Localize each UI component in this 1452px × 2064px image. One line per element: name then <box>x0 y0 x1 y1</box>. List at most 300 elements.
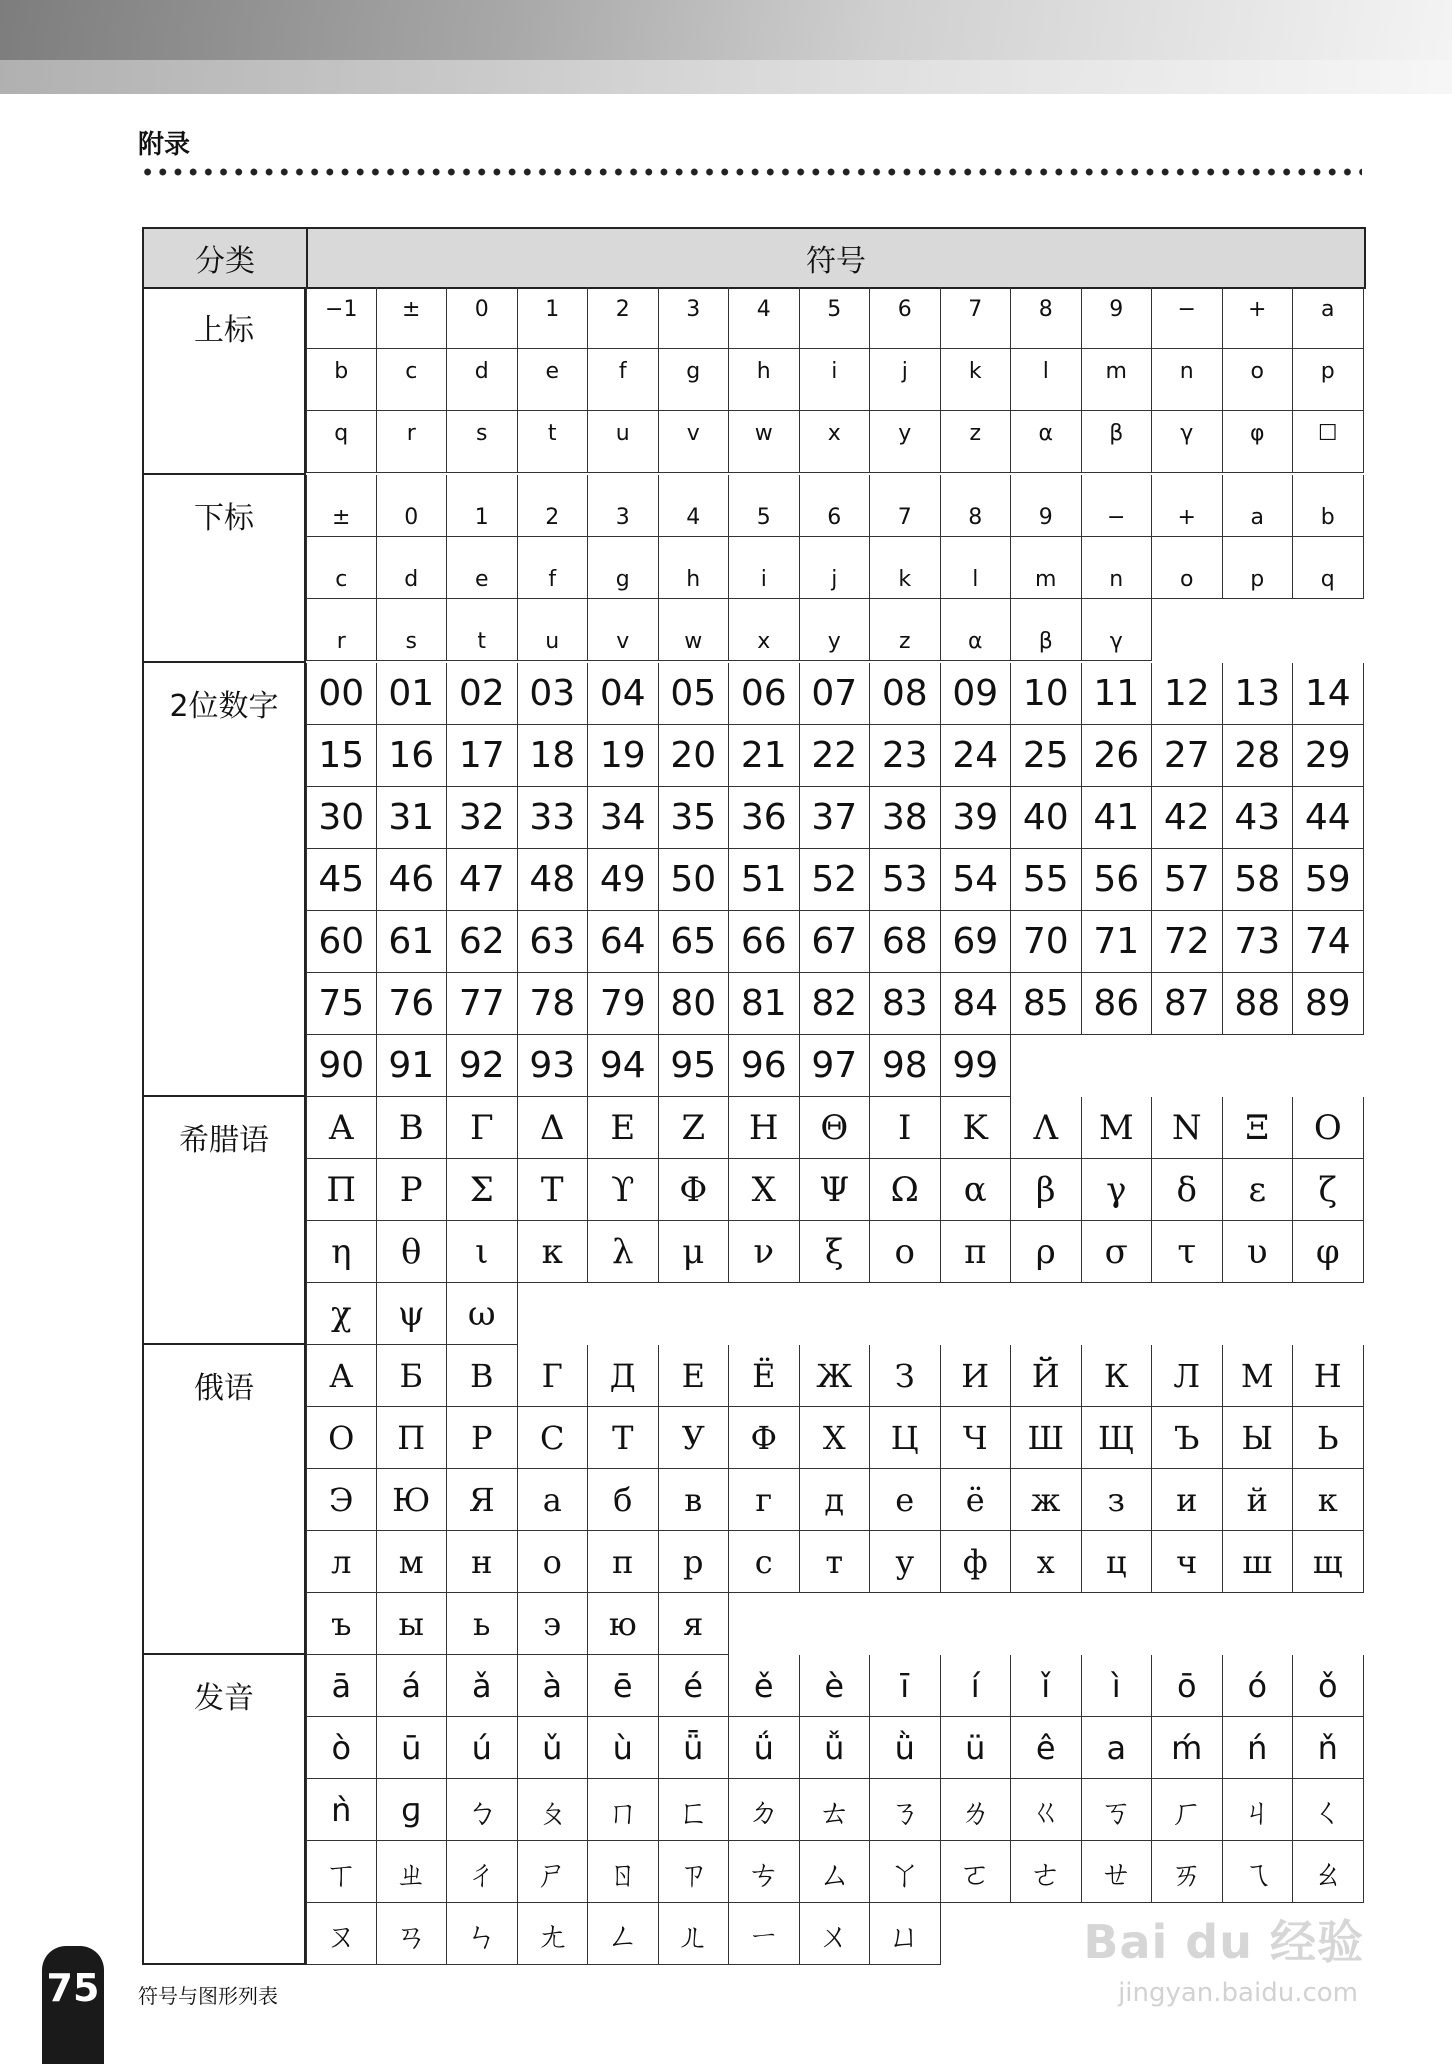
symbol-cell: η <box>306 1221 377 1283</box>
symbol-cell: j <box>800 537 871 599</box>
symbol-cell: 73 <box>1223 911 1294 973</box>
symbol-cell: 3 <box>659 287 730 349</box>
symbol-cell: 2 <box>518 475 589 537</box>
symbol-cell: Ё <box>729 1345 800 1407</box>
grid-russian <box>306 1345 1364 1655</box>
symbol-cell: 05 <box>659 663 730 725</box>
symbol-cell: ㄡ <box>306 1903 377 1965</box>
symbol-cell: 91 <box>377 1035 448 1097</box>
symbol-cell: 65 <box>659 911 730 973</box>
symbol-cell: ǘ <box>729 1717 800 1779</box>
symbol-cell: 06 <box>729 663 800 725</box>
symbol-cell: ㄇ <box>588 1779 659 1841</box>
symbol-cell: 96 <box>729 1035 800 1097</box>
symbol-cell: 68 <box>870 911 941 973</box>
symbol-cell: щ <box>1293 1531 1364 1593</box>
grid-greek <box>306 1097 1364 1345</box>
symbol-cell: 0 <box>447 287 518 349</box>
symbol-cell: λ <box>588 1221 659 1283</box>
symbol-cell: + <box>1152 475 1223 537</box>
symbol-cell: 95 <box>659 1035 730 1097</box>
symbol-cell: h <box>659 537 730 599</box>
symbol-cell: ā <box>306 1655 377 1717</box>
symbol-cell: 81 <box>729 973 800 1035</box>
symbol-cell: Ь <box>1293 1407 1364 1469</box>
symbol-cell: γ <box>1082 1159 1153 1221</box>
symbol-cell: ㄅ <box>447 1779 518 1841</box>
symbol-cell: í <box>941 1655 1012 1717</box>
symbol-cell: ㄩ <box>870 1903 941 1965</box>
symbol-cell: 54 <box>941 849 1012 911</box>
symbol-cell: 39 <box>941 787 1012 849</box>
symbol-cell: 69 <box>941 911 1012 973</box>
symbol-cell: в <box>659 1469 730 1531</box>
symbol-cell: З <box>870 1345 941 1407</box>
symbol-cell: ㄟ <box>1223 1841 1294 1903</box>
symbol-cell: Щ <box>1082 1407 1153 1469</box>
symbol-cell: о <box>518 1531 589 1593</box>
symbol-cell: ъ <box>306 1593 377 1655</box>
symbol-cell: Ζ <box>659 1097 730 1159</box>
symbol-cell: a <box>1223 475 1294 537</box>
symbol-cell: 6 <box>800 475 871 537</box>
header-category: 分类 <box>142 227 308 289</box>
symbol-cell: ī <box>870 1655 941 1717</box>
symbol-cell: c <box>306 537 377 599</box>
symbol-cell: ㄧ <box>729 1903 800 1965</box>
symbol-cell: Е <box>659 1345 730 1407</box>
symbol-cell: Т <box>588 1407 659 1469</box>
grid-superscript <box>306 287 1364 473</box>
symbol-cell: 33 <box>518 787 589 849</box>
symbol-cell: ζ <box>1293 1159 1364 1221</box>
symbol-cell: è <box>800 1655 871 1717</box>
symbol-cell: 88 <box>1223 973 1294 1035</box>
symbol-cell: Ο <box>1293 1097 1364 1159</box>
symbol-cell: 51 <box>729 849 800 911</box>
symbol-cell: Б <box>377 1345 448 1407</box>
symbol-cell: 59 <box>1293 849 1364 911</box>
symbol-cell: ι <box>447 1221 518 1283</box>
symbol-cell: 22 <box>800 725 871 787</box>
symbol-cell: ù <box>588 1717 659 1779</box>
symbol-cell: 28 <box>1223 725 1294 787</box>
symbol-cell: 02 <box>447 663 518 725</box>
symbol-cell: v <box>588 599 659 661</box>
symbol-cell: 8 <box>941 475 1012 537</box>
symbol-cell: ㄤ <box>518 1903 589 1965</box>
symbol-cell: 49 <box>588 849 659 911</box>
symbol-cell: 21 <box>729 725 800 787</box>
symbol-cell: 4 <box>729 287 800 349</box>
symbol-cell: Ω <box>870 1159 941 1221</box>
symbol-cell: n <box>1082 537 1153 599</box>
symbol-cell: ㄙ <box>800 1841 871 1903</box>
symbol-cell: 84 <box>941 973 1012 1035</box>
symbol-cell: а <box>518 1469 589 1531</box>
symbol-cell: Р <box>447 1407 518 1469</box>
symbol-cell: ɡ <box>377 1779 448 1841</box>
symbol-cell: w <box>729 411 800 473</box>
symbol-cell: Ι <box>870 1097 941 1159</box>
symbol-cell: 19 <box>588 725 659 787</box>
symbol-cell: Ц <box>870 1407 941 1469</box>
symbol-cell: ㄍ <box>1011 1779 1082 1841</box>
symbol-cell: 9 <box>1082 287 1153 349</box>
symbol-cell: С <box>518 1407 589 1469</box>
symbol-cell: 2 <box>588 287 659 349</box>
symbol-cell: β <box>1082 411 1153 473</box>
symbol-cell: a <box>1082 1717 1153 1779</box>
symbol-cell: q <box>306 411 377 473</box>
symbol-cell: 47 <box>447 849 518 911</box>
symbol-cell: п <box>588 1531 659 1593</box>
symbol-cell: 07 <box>800 663 871 725</box>
symbol-cell: ㄢ <box>377 1903 448 1965</box>
banner-sweep <box>0 60 1452 94</box>
symbol-cell: ш <box>1223 1531 1294 1593</box>
symbol-cell: е <box>870 1469 941 1531</box>
symbol-cell: ㄞ <box>1152 1841 1223 1903</box>
symbol-cell: 64 <box>588 911 659 973</box>
symbol-cell: 36 <box>729 787 800 849</box>
symbol-cell: p <box>1223 537 1294 599</box>
symbol-cell: ё <box>941 1469 1012 1531</box>
symbol-cell: 85 <box>1011 973 1082 1035</box>
symbol-cell: t <box>518 411 589 473</box>
symbol-cell: a <box>1293 287 1364 349</box>
symbol-cell: 29 <box>1293 725 1364 787</box>
symbol-cell: ǒ <box>1293 1655 1364 1717</box>
symbol-cell: 55 <box>1011 849 1082 911</box>
symbol-cell: ㄎ <box>1082 1779 1153 1841</box>
symbol-cell: 40 <box>1011 787 1082 849</box>
symbol-cell: Μ <box>1082 1097 1153 1159</box>
symbol-cell: ㄔ <box>447 1841 518 1903</box>
symbol-cell: − <box>1152 287 1223 349</box>
symbol-cell: ē <box>588 1655 659 1717</box>
symbol-cell: л <box>306 1531 377 1593</box>
symbol-cell: ㄈ <box>659 1779 730 1841</box>
symbol-cell: α <box>941 1159 1012 1221</box>
symbol-cell: ㄐ <box>1223 1779 1294 1841</box>
symbol-cell: Х <box>800 1407 871 1469</box>
symbol-cell: 16 <box>377 725 448 787</box>
symbol-cell: ㄓ <box>377 1841 448 1903</box>
symbol-cell: l <box>1011 349 1082 411</box>
symbol-cell: 32 <box>447 787 518 849</box>
symbol-cell: 46 <box>377 849 448 911</box>
top-banner <box>0 0 1452 94</box>
symbol-cell: é <box>659 1655 730 1717</box>
symbol-cell: j <box>870 349 941 411</box>
symbol-cell: 13 <box>1223 663 1294 725</box>
symbol-cell: м <box>377 1531 448 1593</box>
symbol-cell: 15 <box>306 725 377 787</box>
symbol-cell: α <box>941 599 1012 661</box>
symbol-cell: 11 <box>1082 663 1153 725</box>
symbol-cell: Ж <box>800 1345 871 1407</box>
symbol-cell: Д <box>588 1345 659 1407</box>
symbol-cell: 78 <box>518 973 589 1035</box>
symbol-cell: Η <box>729 1097 800 1159</box>
symbol-cell: υ <box>1223 1221 1294 1283</box>
symbol-cell: e <box>447 537 518 599</box>
symbol-cell: Ч <box>941 1407 1012 1469</box>
symbol-cell: ㄘ <box>729 1841 800 1903</box>
symbol-cell: ò <box>306 1717 377 1779</box>
symbol-cell: 08 <box>870 663 941 725</box>
symbol-cell: ǔ <box>518 1717 589 1779</box>
symbol-cell: Ф <box>729 1407 800 1469</box>
symbol-cell: 5 <box>800 287 871 349</box>
symbol-cell: Κ <box>941 1097 1012 1159</box>
symbol-cell: ε <box>1223 1159 1294 1221</box>
symbol-cell: 30 <box>306 787 377 849</box>
symbol-cell: k <box>870 537 941 599</box>
symbol-cell: ê <box>1011 1717 1082 1779</box>
symbol-cell: s <box>447 411 518 473</box>
symbol-cell: 94 <box>588 1035 659 1097</box>
category-pronunciation: 发音 <box>142 1655 306 1965</box>
symbol-cell: 62 <box>447 911 518 973</box>
symbol-cell: Τ <box>518 1159 589 1221</box>
symbol-cell: d <box>447 349 518 411</box>
symbol-cell: ḿ <box>1152 1717 1223 1779</box>
symbol-cell: В <box>447 1345 518 1407</box>
symbol-cell: + <box>1223 287 1294 349</box>
symbol-cell: 7 <box>870 475 941 537</box>
section-title: 附录 <box>138 130 191 160</box>
symbol-cell: П <box>377 1407 448 1469</box>
symbol-cell: 97 <box>800 1035 871 1097</box>
symbol-cell: 79 <box>588 973 659 1035</box>
symbol-cell: 50 <box>659 849 730 911</box>
symbol-cell: ㄜ <box>1011 1841 1082 1903</box>
symbol-cell: 77 <box>447 973 518 1035</box>
symbol-cell: К <box>1082 1345 1153 1407</box>
symbol-cell: и <box>1152 1469 1223 1531</box>
symbol-cell: ☐ <box>1293 411 1364 473</box>
symbol-cell: γ <box>1152 411 1223 473</box>
symbol-cell: 09 <box>941 663 1012 725</box>
symbol-cell: Я <box>447 1469 518 1531</box>
symbol-cell: Δ <box>518 1097 589 1159</box>
symbol-cell: o <box>1223 349 1294 411</box>
symbol-cell: ㄠ <box>1293 1841 1364 1903</box>
symbol-cell: b <box>306 349 377 411</box>
symbol-cell: μ <box>659 1221 730 1283</box>
symbol-cell: 38 <box>870 787 941 849</box>
symbol-cell: ü <box>941 1717 1012 1779</box>
symbol-cell: 58 <box>1223 849 1294 911</box>
symbol-cell: ó <box>1223 1655 1294 1717</box>
symbol-cell: 67 <box>800 911 871 973</box>
symbol-cell: φ <box>1293 1221 1364 1283</box>
symbol-cell: 17 <box>447 725 518 787</box>
symbol-cell: 92 <box>447 1035 518 1097</box>
symbol-cell: 9 <box>1011 475 1082 537</box>
symbol-cell: θ <box>377 1221 448 1283</box>
symbol-cell: φ <box>1223 411 1294 473</box>
symbol-cell: β <box>1011 1159 1082 1221</box>
symbol-cell: Ν <box>1152 1097 1223 1159</box>
symbol-cell: р <box>659 1531 730 1593</box>
symbol-cell: α <box>1011 411 1082 473</box>
symbol-cell: u <box>588 411 659 473</box>
symbol-cell: Л <box>1152 1345 1223 1407</box>
symbol-cell: М <box>1223 1345 1294 1407</box>
category-greek: 希腊语 <box>142 1097 306 1345</box>
symbol-cell: c <box>377 349 448 411</box>
symbol-cell: ㄉ <box>729 1779 800 1841</box>
symbol-cell: x <box>800 411 871 473</box>
symbol-cell: ń <box>1223 1717 1294 1779</box>
symbol-cell: ф <box>941 1531 1012 1593</box>
symbol-cell: б <box>588 1469 659 1531</box>
symbol-cell: 01 <box>377 663 448 725</box>
symbol-cell: 80 <box>659 973 730 1035</box>
symbol-cell: 18 <box>518 725 589 787</box>
symbol-cell: ь <box>447 1593 518 1655</box>
symbol-cell: g <box>659 349 730 411</box>
symbol-cell: ㄆ <box>518 1779 589 1841</box>
symbol-cell: я <box>659 1593 730 1655</box>
symbol-cell: Ш <box>1011 1407 1082 1469</box>
symbol-cell: 8 <box>1011 287 1082 349</box>
symbol-cell: σ <box>1082 1221 1153 1283</box>
symbol-cell: ㄦ <box>659 1903 730 1965</box>
symbol-cell: ㄖ <box>588 1841 659 1903</box>
symbol-cell: н <box>447 1531 518 1593</box>
symbol-cell: l <box>941 537 1012 599</box>
symbol-cell: y <box>870 411 941 473</box>
symbol-cell: ǚ <box>800 1717 871 1779</box>
symbol-cell: ǜ <box>870 1717 941 1779</box>
symbol-cell: й <box>1223 1469 1294 1531</box>
symbol-cell: ň <box>1293 1717 1364 1779</box>
symbol-cell: s <box>377 599 448 661</box>
symbol-cell: Э <box>306 1469 377 1531</box>
watermark-url: jingyan.baidu.com <box>1118 1978 1358 2008</box>
symbol-cell: Φ <box>659 1159 730 1221</box>
symbol-cell: 6 <box>870 287 941 349</box>
symbol-cell: Г <box>518 1345 589 1407</box>
symbol-cell: f <box>518 537 589 599</box>
symbol-cell: 75 <box>306 973 377 1035</box>
symbol-cell: Й <box>1011 1345 1082 1407</box>
symbol-cell: ō <box>1152 1655 1223 1717</box>
symbol-cell: e <box>518 349 589 411</box>
symbol-cell: ю <box>588 1593 659 1655</box>
symbol-cell: 12 <box>1152 663 1223 725</box>
symbol-cell: Ъ <box>1152 1407 1223 1469</box>
symbol-cell: 5 <box>729 475 800 537</box>
symbol-cell: ú <box>447 1717 518 1779</box>
symbol-cell: 1 <box>518 287 589 349</box>
symbol-cell: 56 <box>1082 849 1153 911</box>
footer-title: 符号与图形列表 <box>138 1984 278 2008</box>
symbol-cell: ě <box>729 1655 800 1717</box>
symbol-cell: ± <box>306 475 377 537</box>
symbol-cell: x <box>729 599 800 661</box>
symbol-cell: z <box>941 411 1012 473</box>
symbol-cell: 72 <box>1152 911 1223 973</box>
symbol-cell: У <box>659 1407 730 1469</box>
symbol-cell: 87 <box>1152 973 1223 1035</box>
symbol-cell: 66 <box>729 911 800 973</box>
symbol-cell: 99 <box>941 1035 1012 1097</box>
symbol-cell: Γ <box>447 1097 518 1159</box>
symbol-cell: o <box>1152 537 1223 599</box>
symbol-cell: Ξ <box>1223 1097 1294 1159</box>
symbol-cell: i <box>800 349 871 411</box>
symbol-cell: ц <box>1082 1531 1153 1593</box>
symbol-cell: 48 <box>518 849 589 911</box>
symbol-cell: 53 <box>870 849 941 911</box>
symbol-cell: m <box>1082 349 1153 411</box>
symbol-cell: ㄚ <box>870 1841 941 1903</box>
symbol-cell: 20 <box>659 725 730 787</box>
symbol-cell: d <box>377 537 448 599</box>
symbol-cell: p <box>1293 349 1364 411</box>
header-symbol: 符号 <box>306 227 1366 289</box>
symbol-cell: 25 <box>1011 725 1082 787</box>
symbol-cell: 82 <box>800 973 871 1035</box>
symbol-cell: з <box>1082 1469 1153 1531</box>
symbol-cell: 24 <box>941 725 1012 787</box>
symbol-cell: 70 <box>1011 911 1082 973</box>
symbol-cell: 26 <box>1082 725 1153 787</box>
grid-subscript <box>306 475 1364 661</box>
symbol-cell: ㄥ <box>588 1903 659 1965</box>
symbol-cell: Ε <box>588 1097 659 1159</box>
symbol-cell: β <box>1011 599 1082 661</box>
symbol-cell: 7 <box>941 287 1012 349</box>
symbol-cell: Н <box>1293 1345 1364 1407</box>
symbol-cell: Σ <box>447 1159 518 1221</box>
symbol-cell: 43 <box>1223 787 1294 849</box>
symbol-cell: ы <box>377 1593 448 1655</box>
symbol-cell: т <box>800 1531 871 1593</box>
symbol-cell: 37 <box>800 787 871 849</box>
symbol-cell: 4 <box>659 475 730 537</box>
symbol-cell: ω <box>447 1283 518 1345</box>
symbol-cell: О <box>306 1407 377 1469</box>
symbol-cell: ǐ <box>1011 1655 1082 1717</box>
symbol-cell: ㄊ <box>800 1779 871 1841</box>
symbol-cell: ξ <box>800 1221 871 1283</box>
symbol-cell: g <box>588 537 659 599</box>
symbol-cell: ㄌ <box>941 1779 1012 1841</box>
symbol-cell: 83 <box>870 973 941 1035</box>
symbol-cell: 71 <box>1082 911 1153 973</box>
symbol-cell: э <box>518 1593 589 1655</box>
symbol-cell: 42 <box>1152 787 1223 849</box>
symbol-cell: t <box>447 599 518 661</box>
symbol-cell: д <box>800 1469 871 1531</box>
symbol-cell: u <box>518 599 589 661</box>
symbol-cell: n <box>1152 349 1223 411</box>
watermark-logo: Bai du 经验 <box>1083 1915 1364 1969</box>
symbol-cell: ㄒ <box>306 1841 377 1903</box>
symbol-cell: 34 <box>588 787 659 849</box>
symbol-cell: 14 <box>1293 663 1364 725</box>
symbol-cell: γ <box>1082 599 1153 661</box>
symbol-cell: ㄑ <box>1293 1779 1364 1841</box>
symbol-cell: 74 <box>1293 911 1364 973</box>
symbol-cell: 1 <box>447 475 518 537</box>
